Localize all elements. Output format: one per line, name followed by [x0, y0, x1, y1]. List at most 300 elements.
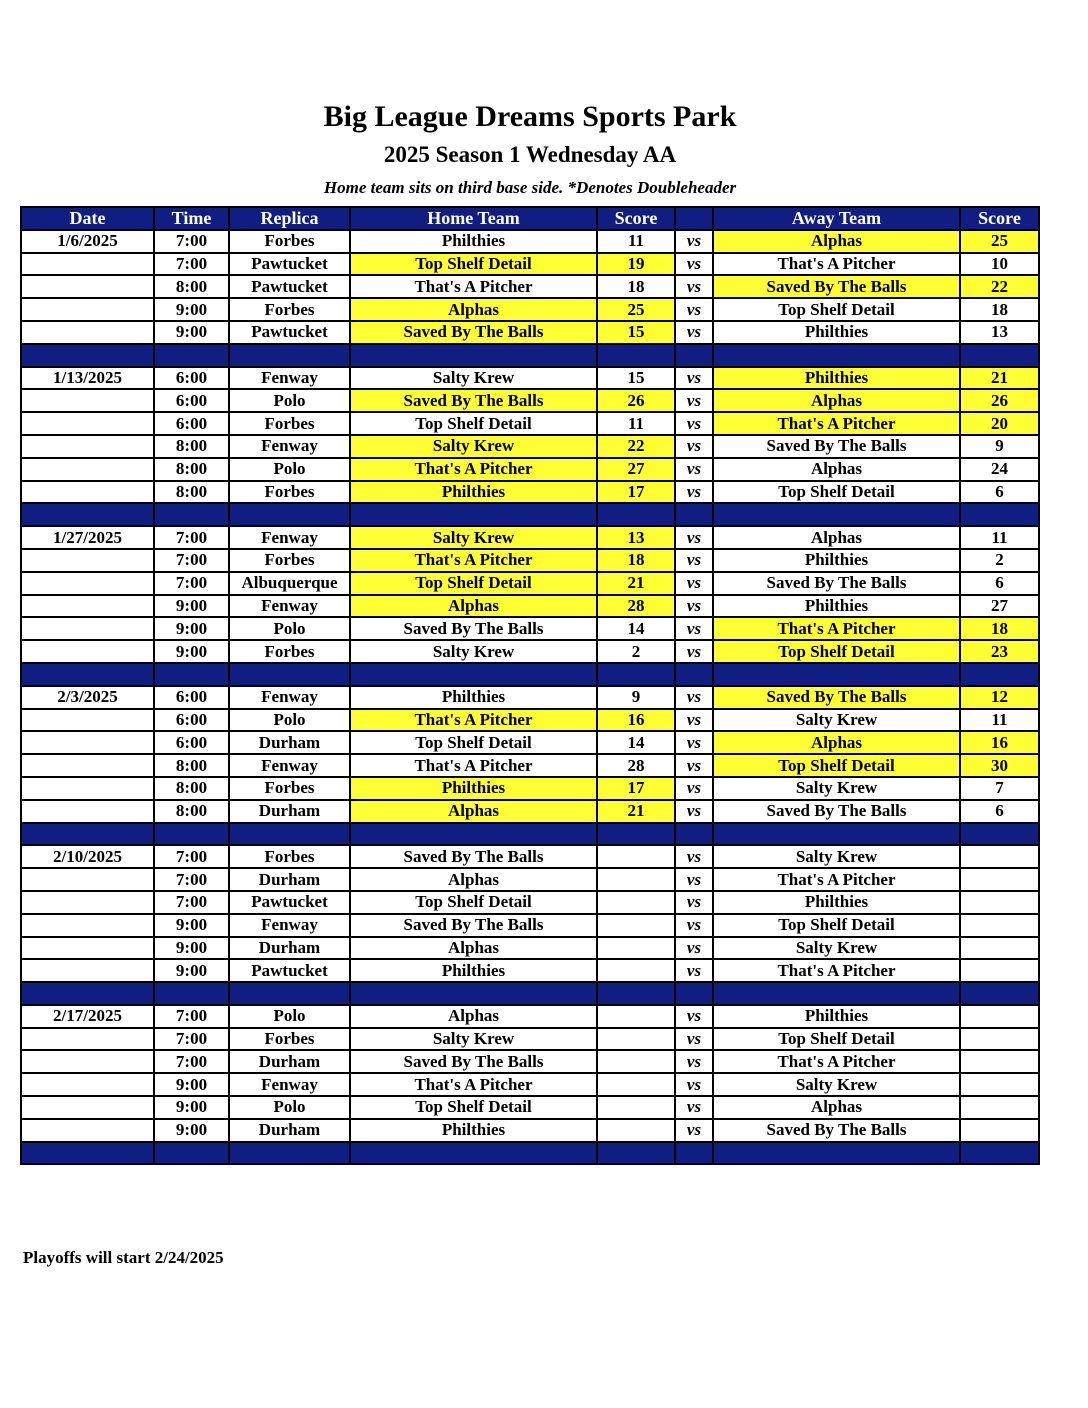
game-time: 9:00 — [154, 595, 229, 618]
game-row — [21, 754, 1039, 777]
separator-cell — [597, 503, 675, 526]
away-team: Salty Krew — [713, 937, 960, 960]
away-score — [960, 868, 1039, 891]
away-score — [960, 845, 1039, 868]
separator-cell — [597, 823, 675, 846]
game-row — [21, 298, 1039, 321]
home-score: 28 — [597, 754, 675, 777]
away-team: Philthies — [713, 595, 960, 618]
home-score: 27 — [597, 458, 675, 481]
home-team: Philthies — [350, 777, 597, 800]
home-team: Alphas — [350, 298, 597, 321]
separator-cell — [675, 503, 713, 526]
vs-label: vs — [675, 617, 713, 640]
away-score: 6 — [960, 481, 1039, 504]
game-row — [21, 640, 1039, 663]
col-time: Time — [154, 207, 229, 230]
home-score: 18 — [597, 275, 675, 298]
separator-cell — [229, 1142, 350, 1165]
separator-cell — [154, 1142, 229, 1165]
schedule-body — [21, 230, 1039, 1165]
home-score: 11 — [597, 230, 675, 253]
game-date: 2/3/2025 — [21, 686, 154, 709]
separator-cell — [21, 503, 154, 526]
vs-label: vs — [675, 389, 713, 412]
game-row — [21, 412, 1039, 435]
vs-label: vs — [675, 937, 713, 960]
game-row — [21, 572, 1039, 595]
game-row — [21, 937, 1039, 960]
game-time: 7:00 — [154, 230, 229, 253]
away-team: Top Shelf Detail — [713, 481, 960, 504]
separator-cell — [713, 663, 960, 686]
page-subtitle: 2025 Season 1 Wednesday AA — [383, 142, 677, 167]
away-team: Salty Krew — [713, 845, 960, 868]
game-field: Durham — [229, 1119, 350, 1142]
home-team: Alphas — [350, 868, 597, 891]
separator-cell — [597, 663, 675, 686]
game-time: 7:00 — [154, 572, 229, 595]
home-team: Philthies — [350, 230, 597, 253]
game-date — [21, 959, 154, 982]
week-separator — [21, 823, 1039, 846]
home-score — [597, 868, 675, 891]
game-date — [21, 572, 154, 595]
game-row — [21, 435, 1039, 458]
away-score — [960, 914, 1039, 937]
game-field: Forbes — [229, 549, 350, 572]
game-field: Pawtucket — [229, 891, 350, 914]
vs-label: vs — [675, 549, 713, 572]
away-team: Salty Krew — [713, 709, 960, 732]
vs-label: vs — [675, 845, 713, 868]
game-row — [21, 1005, 1039, 1028]
game-date — [21, 868, 154, 891]
week-separator — [21, 1142, 1039, 1165]
week-separator — [21, 663, 1039, 686]
game-time: 7:00 — [154, 845, 229, 868]
away-score — [960, 1028, 1039, 1051]
home-score: 18 — [597, 549, 675, 572]
game-date — [21, 458, 154, 481]
home-score — [597, 1028, 675, 1051]
game-row — [21, 1073, 1039, 1096]
separator-cell — [597, 982, 675, 1005]
game-time: 6:00 — [154, 709, 229, 732]
game-time: 7:00 — [154, 549, 229, 572]
game-time: 7:00 — [154, 891, 229, 914]
away-score — [960, 937, 1039, 960]
page-title: Big League Dreams Sports Park — [323, 100, 737, 133]
home-team: Alphas — [350, 937, 597, 960]
separator-cell — [713, 823, 960, 846]
game-date: 2/17/2025 — [21, 1005, 154, 1028]
separator-cell — [229, 663, 350, 686]
away-team: Philthies — [713, 1005, 960, 1028]
game-field: Durham — [229, 868, 350, 891]
away-team: Philthies — [713, 321, 960, 344]
vs-label: vs — [675, 412, 713, 435]
game-row — [21, 1028, 1039, 1051]
away-team: That's A Pitcher — [713, 1050, 960, 1073]
game-date: 1/6/2025 — [21, 230, 154, 253]
vs-label: vs — [675, 731, 713, 754]
separator-cell — [960, 1142, 1039, 1165]
game-field: Pawtucket — [229, 959, 350, 982]
away-team: Philthies — [713, 367, 960, 390]
home-score — [597, 959, 675, 982]
home-score: 11 — [597, 412, 675, 435]
away-team: Saved By The Balls — [713, 435, 960, 458]
home-score: 15 — [597, 367, 675, 390]
home-team: Saved By The Balls — [350, 389, 597, 412]
home-score — [597, 1073, 675, 1096]
game-field: Durham — [229, 1050, 350, 1073]
separator-cell — [229, 982, 350, 1005]
game-time: 9:00 — [154, 617, 229, 640]
separator-cell — [154, 663, 229, 686]
separator-cell — [21, 982, 154, 1005]
away-team: Salty Krew — [713, 777, 960, 800]
game-row — [21, 526, 1039, 549]
separator-cell — [960, 503, 1039, 526]
game-time: 9:00 — [154, 959, 229, 982]
game-time: 7:00 — [154, 1050, 229, 1073]
home-team: Saved By The Balls — [350, 914, 597, 937]
game-time: 8:00 — [154, 458, 229, 481]
game-time: 9:00 — [154, 640, 229, 663]
away-score: 10 — [960, 253, 1039, 276]
away-score: 16 — [960, 731, 1039, 754]
away-score: 23 — [960, 640, 1039, 663]
vs-label: vs — [675, 640, 713, 663]
home-score — [597, 1096, 675, 1119]
home-team: That's A Pitcher — [350, 275, 597, 298]
home-team: Salty Krew — [350, 367, 597, 390]
game-date — [21, 640, 154, 663]
away-score: 6 — [960, 800, 1039, 823]
away-score — [960, 1073, 1039, 1096]
home-score: 28 — [597, 595, 675, 618]
separator-cell — [154, 344, 229, 367]
game-time: 8:00 — [154, 275, 229, 298]
home-score — [597, 1119, 675, 1142]
vs-label: vs — [675, 891, 713, 914]
vs-label: vs — [675, 709, 713, 732]
vs-label: vs — [675, 914, 713, 937]
game-time: 9:00 — [154, 1119, 229, 1142]
col-vs — [675, 207, 713, 230]
col-away-score: Score — [960, 207, 1039, 230]
game-field: Fenway — [229, 754, 350, 777]
away-score — [960, 1005, 1039, 1028]
separator-cell — [597, 1142, 675, 1165]
home-score — [597, 1050, 675, 1073]
separator-cell — [229, 344, 350, 367]
home-team: Philthies — [350, 686, 597, 709]
home-score — [597, 891, 675, 914]
home-score — [597, 1005, 675, 1028]
game-time: 7:00 — [154, 526, 229, 549]
separator-cell — [675, 823, 713, 846]
away-score: 2 — [960, 549, 1039, 572]
away-team: Saved By The Balls — [713, 686, 960, 709]
away-team: That's A Pitcher — [713, 868, 960, 891]
vs-label: vs — [675, 959, 713, 982]
game-date — [21, 754, 154, 777]
home-score: 13 — [597, 526, 675, 549]
home-score: 17 — [597, 777, 675, 800]
vs-label: vs — [675, 868, 713, 891]
game-row — [21, 686, 1039, 709]
game-row — [21, 709, 1039, 732]
game-time: 9:00 — [154, 1096, 229, 1119]
game-date — [21, 800, 154, 823]
away-score — [960, 891, 1039, 914]
game-row — [21, 458, 1039, 481]
home-score: 25 — [597, 298, 675, 321]
game-row — [21, 321, 1039, 344]
away-score: 13 — [960, 321, 1039, 344]
away-score — [960, 1096, 1039, 1119]
away-score: 27 — [960, 595, 1039, 618]
away-score — [960, 959, 1039, 982]
separator-cell — [350, 503, 597, 526]
game-row — [21, 617, 1039, 640]
separator-cell — [960, 344, 1039, 367]
game-field: Forbes — [229, 845, 350, 868]
game-date — [21, 481, 154, 504]
game-field: Durham — [229, 800, 350, 823]
game-row — [21, 481, 1039, 504]
game-date — [21, 1119, 154, 1142]
home-score: 9 — [597, 686, 675, 709]
home-team: That's A Pitcher — [350, 458, 597, 481]
game-row — [21, 845, 1039, 868]
game-row — [21, 1119, 1039, 1142]
game-date — [21, 709, 154, 732]
vs-label: vs — [675, 481, 713, 504]
game-field: Forbes — [229, 298, 350, 321]
game-date — [21, 389, 154, 412]
game-time: 8:00 — [154, 435, 229, 458]
separator-cell — [960, 663, 1039, 686]
game-row — [21, 914, 1039, 937]
game-field: Fenway — [229, 526, 350, 549]
game-time: 9:00 — [154, 321, 229, 344]
game-date — [21, 275, 154, 298]
col-away-team: Away Team — [713, 207, 960, 230]
game-row — [21, 959, 1039, 982]
home-team: Salty Krew — [350, 1028, 597, 1051]
home-team: That's A Pitcher — [350, 1073, 597, 1096]
home-team: Top Shelf Detail — [350, 891, 597, 914]
away-team: Top Shelf Detail — [713, 754, 960, 777]
game-field: Fenway — [229, 435, 350, 458]
separator-cell — [21, 344, 154, 367]
game-time: 9:00 — [154, 937, 229, 960]
home-score: 19 — [597, 253, 675, 276]
game-row — [21, 275, 1039, 298]
away-score: 6 — [960, 572, 1039, 595]
vs-label: vs — [675, 321, 713, 344]
home-team: Philthies — [350, 481, 597, 504]
game-date — [21, 1096, 154, 1119]
away-team: That's A Pitcher — [713, 959, 960, 982]
away-team: Top Shelf Detail — [713, 298, 960, 321]
home-score: 26 — [597, 389, 675, 412]
vs-label: vs — [675, 230, 713, 253]
home-team: Top Shelf Detail — [350, 1096, 597, 1119]
game-field: Pawtucket — [229, 253, 350, 276]
game-field: Durham — [229, 937, 350, 960]
vs-label: vs — [675, 298, 713, 321]
game-time: 9:00 — [154, 1073, 229, 1096]
separator-cell — [713, 503, 960, 526]
separator-cell — [154, 823, 229, 846]
game-time: 9:00 — [154, 298, 229, 321]
separator-cell — [675, 663, 713, 686]
home-team: Saved By The Balls — [350, 1050, 597, 1073]
away-score: 22 — [960, 275, 1039, 298]
game-field: Fenway — [229, 1073, 350, 1096]
schedule-note: Home team sits on third base side. *Denotes Doubleheader — [323, 178, 737, 197]
vs-label: vs — [675, 572, 713, 595]
home-score: 22 — [597, 435, 675, 458]
home-score: 17 — [597, 481, 675, 504]
vs-label: vs — [675, 1119, 713, 1142]
home-team: Alphas — [350, 1005, 597, 1028]
home-team: Salty Krew — [350, 435, 597, 458]
col-date: Date — [21, 207, 154, 230]
vs-label: vs — [675, 754, 713, 777]
separator-cell — [21, 663, 154, 686]
game-date — [21, 891, 154, 914]
vs-label: vs — [675, 458, 713, 481]
game-row — [21, 367, 1039, 390]
home-team: Saved By The Balls — [350, 845, 597, 868]
home-team: Philthies — [350, 959, 597, 982]
game-time: 7:00 — [154, 1005, 229, 1028]
separator-cell — [675, 344, 713, 367]
game-field: Forbes — [229, 230, 350, 253]
home-team: Top Shelf Detail — [350, 572, 597, 595]
vs-label: vs — [675, 1096, 713, 1119]
home-team: Top Shelf Detail — [350, 253, 597, 276]
game-date — [21, 412, 154, 435]
game-row — [21, 1050, 1039, 1073]
away-score: 12 — [960, 686, 1039, 709]
away-team: Alphas — [713, 731, 960, 754]
separator-cell — [350, 1142, 597, 1165]
home-team: Top Shelf Detail — [350, 731, 597, 754]
away-team: Alphas — [713, 526, 960, 549]
home-team: Salty Krew — [350, 526, 597, 549]
home-team: Alphas — [350, 595, 597, 618]
game-time: 7:00 — [154, 253, 229, 276]
away-score: 21 — [960, 367, 1039, 390]
game-time: 8:00 — [154, 754, 229, 777]
separator-cell — [229, 823, 350, 846]
game-field: Polo — [229, 1096, 350, 1119]
away-team: That's A Pitcher — [713, 617, 960, 640]
away-score: 24 — [960, 458, 1039, 481]
home-score: 21 — [597, 572, 675, 595]
game-field: Forbes — [229, 777, 350, 800]
game-field: Fenway — [229, 595, 350, 618]
game-date: 2/10/2025 — [21, 845, 154, 868]
vs-label: vs — [675, 1005, 713, 1028]
game-date — [21, 777, 154, 800]
away-score: 25 — [960, 230, 1039, 253]
separator-cell — [350, 982, 597, 1005]
home-score: 15 — [597, 321, 675, 344]
game-row — [21, 731, 1039, 754]
game-date — [21, 1050, 154, 1073]
col-home-score: Score — [597, 207, 675, 230]
week-separator — [21, 344, 1039, 367]
away-team: Top Shelf Detail — [713, 914, 960, 937]
game-time: 6:00 — [154, 731, 229, 754]
game-row — [21, 253, 1039, 276]
game-date — [21, 937, 154, 960]
schedule-table — [20, 206, 1040, 1165]
home-team: That's A Pitcher — [350, 709, 597, 732]
game-date — [21, 253, 154, 276]
game-field: Forbes — [229, 640, 350, 663]
home-team: Top Shelf Detail — [350, 412, 597, 435]
game-time: 6:00 — [154, 686, 229, 709]
separator-cell — [350, 344, 597, 367]
game-date — [21, 435, 154, 458]
game-time: 7:00 — [154, 1028, 229, 1051]
home-score — [597, 914, 675, 937]
separator-cell — [960, 823, 1039, 846]
game-date — [21, 617, 154, 640]
away-score: 11 — [960, 526, 1039, 549]
away-score: 9 — [960, 435, 1039, 458]
vs-label: vs — [675, 777, 713, 800]
vs-label: vs — [675, 275, 713, 298]
game-time: 8:00 — [154, 481, 229, 504]
separator-cell — [21, 1142, 154, 1165]
col-home-team: Home Team — [350, 207, 597, 230]
game-field: Polo — [229, 709, 350, 732]
vs-label: vs — [675, 367, 713, 390]
away-score: 18 — [960, 298, 1039, 321]
home-score: 14 — [597, 617, 675, 640]
game-time: 7:00 — [154, 868, 229, 891]
vs-label: vs — [675, 1028, 713, 1051]
game-field: Forbes — [229, 412, 350, 435]
game-date — [21, 731, 154, 754]
game-field: Fenway — [229, 914, 350, 937]
week-separator — [21, 503, 1039, 526]
home-score — [597, 845, 675, 868]
away-team: Alphas — [713, 1096, 960, 1119]
col-replica: Replica — [229, 207, 350, 230]
away-team: Saved By The Balls — [713, 275, 960, 298]
separator-cell — [675, 1142, 713, 1165]
game-field: Polo — [229, 389, 350, 412]
away-score: 18 — [960, 617, 1039, 640]
away-team: Saved By The Balls — [713, 1119, 960, 1142]
away-team: That's A Pitcher — [713, 253, 960, 276]
game-date — [21, 549, 154, 572]
game-row — [21, 549, 1039, 572]
home-team: Philthies — [350, 1119, 597, 1142]
away-score: 7 — [960, 777, 1039, 800]
